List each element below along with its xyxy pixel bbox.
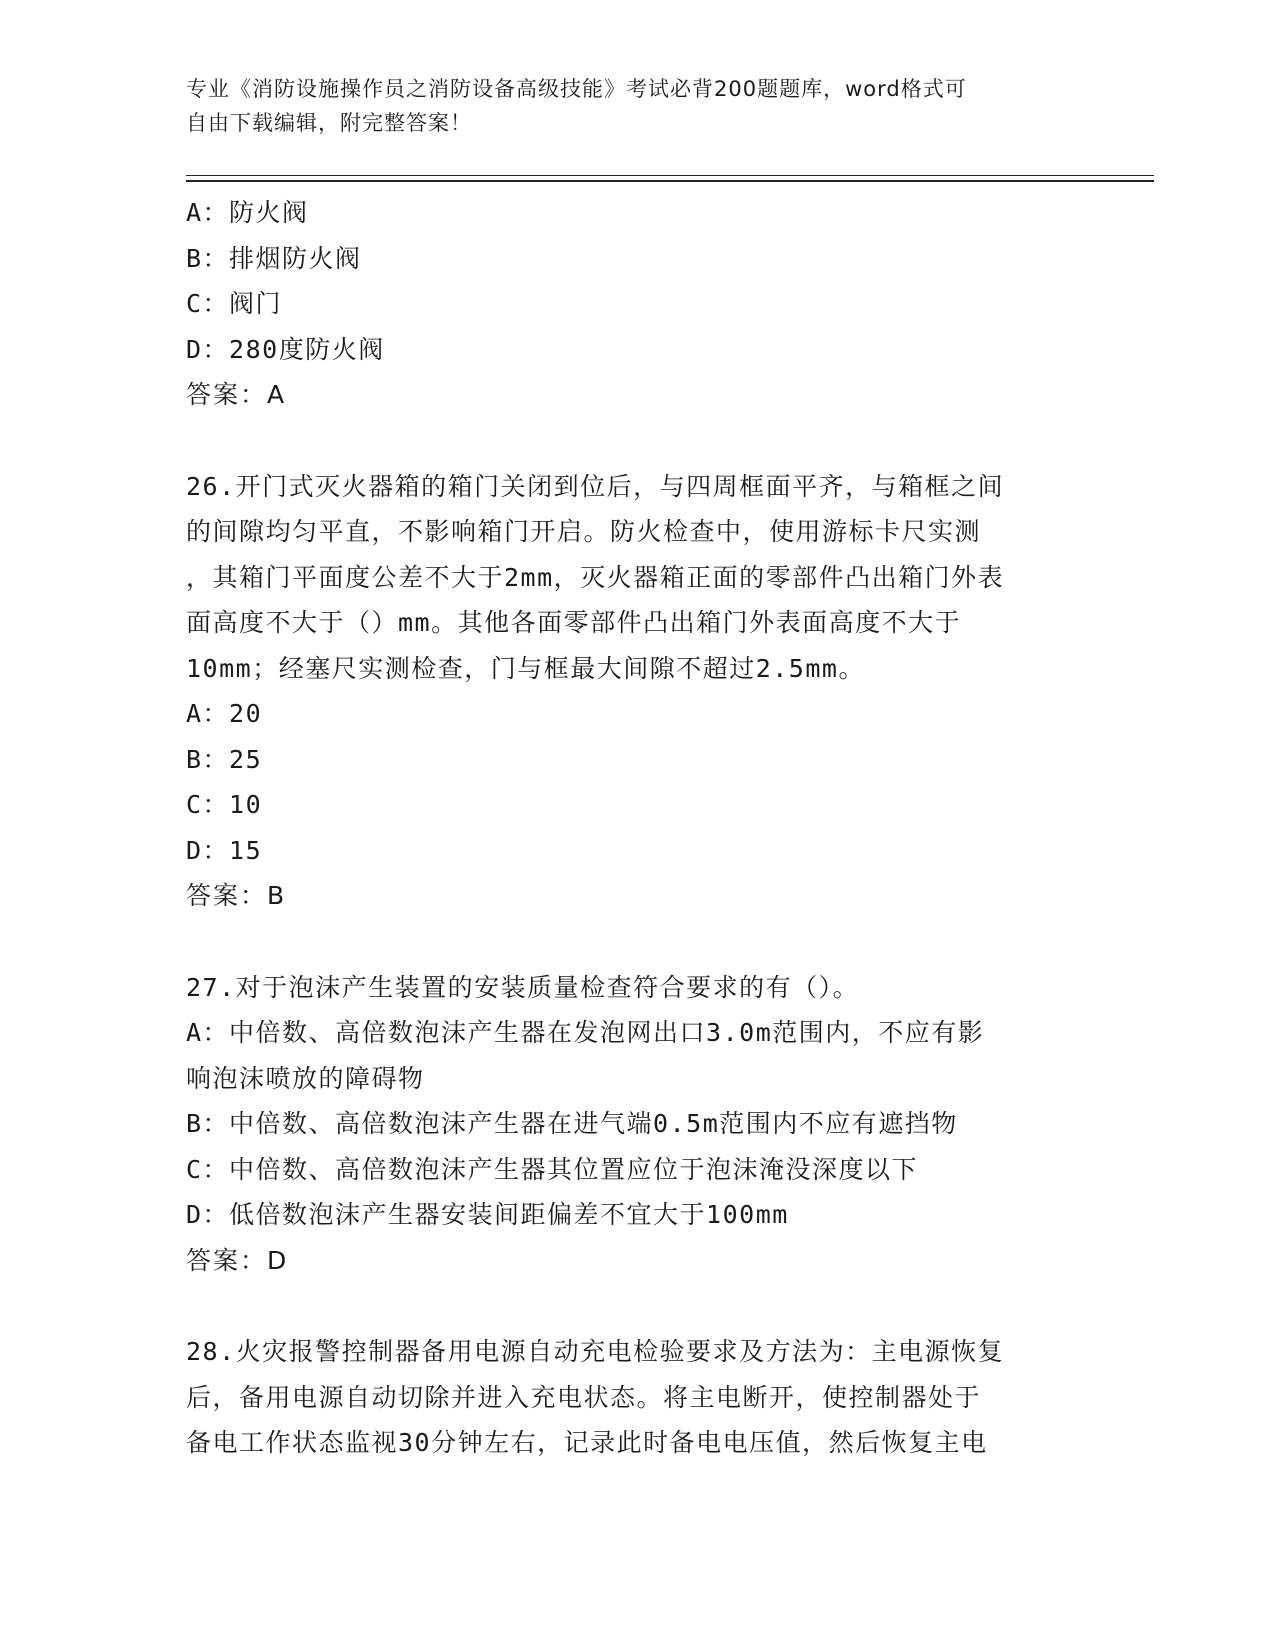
option-d: D：低倍数泡沫产生器安装间距偏差不宜大于100mm (186, 1200, 789, 1229)
option-a: A：20 (186, 699, 263, 728)
answer-label: 答案：D (186, 1245, 289, 1275)
option-d: D：280度防火阀 (186, 334, 385, 364)
question-text-line: ，其箱门平面度公差不大于2mm，灭火器箱正面的零部件凸出箱门外表 (186, 562, 1005, 592)
document-header (186, 72, 1086, 140)
question-text-line: 的间隙均匀平直，不影响箱门开启。防火检查中，使用游标卡尺实测 (186, 517, 982, 546)
question-text-line: 面高度不大于（）mm。其他各面零部件凸出箱门外表面高度不大于 (186, 608, 962, 637)
question-text-line: 28.火灾报警控制器备用电源自动充电检验要求及方法为：主电源恢复 (186, 1337, 1005, 1366)
header-divider-thick (186, 180, 1154, 182)
header-title-line-2: 自由下载编辑，附完整答案！ (186, 111, 472, 135)
question-text-line: 26.开门式灭火器箱的箱门关闭到位后，与四周框面平齐，与箱框之间 (186, 471, 1005, 501)
question-text-line: 备电工作状态监视30分钟左右，记录此时备电电压值，然后恢复主电 (186, 1428, 988, 1457)
option-b: B：中倍数、高倍数泡沫产生器在进气端0.5m范围内不应有遮挡物 (186, 1109, 958, 1138)
question-text-line: 10mm；经塞尺实测检查，门与框最大间隙不超过2.5mm。 (186, 653, 865, 683)
option-a-continued: 响泡沫喷放的障碍物 (186, 1063, 425, 1093)
option-c: C：中倍数、高倍数泡沫产生器其位置应位于泡沫淹没深度以下 (186, 1154, 919, 1184)
question-28-block (186, 1329, 1086, 1466)
option-c: C：10 (186, 790, 263, 819)
question-26-block (186, 464, 1086, 919)
question-25-block (186, 190, 1086, 418)
option-d: D：15 (186, 835, 263, 865)
option-b: B：25 (186, 744, 263, 774)
question-text-line: 27.对于泡沫产生装置的安装质量检查符合要求的有（）。 (186, 972, 860, 1002)
header-title-line-1: 专业《消防设施操作员之消防设备高级技能》考试必背200题题库，word格式可 (186, 77, 967, 101)
option-b: B：排烟防火阀 (186, 243, 362, 273)
option-a: A：中倍数、高倍数泡沫产生器在发泡网出口3.0m范围内，不应有影 (186, 1018, 985, 1047)
question-27-block (186, 965, 1086, 1284)
option-a: A：防火阀 (186, 198, 309, 227)
answer-label: 答案：B (186, 881, 287, 910)
answer-label: 答案：A (186, 380, 287, 409)
question-text-line: 后，备用电源自动切除并进入充电状态。将主电断开，使控制器处于 (186, 1382, 982, 1412)
header-divider-thin (186, 175, 1154, 176)
question-content (186, 190, 1086, 1466)
option-c: C：阀门 (186, 289, 283, 318)
